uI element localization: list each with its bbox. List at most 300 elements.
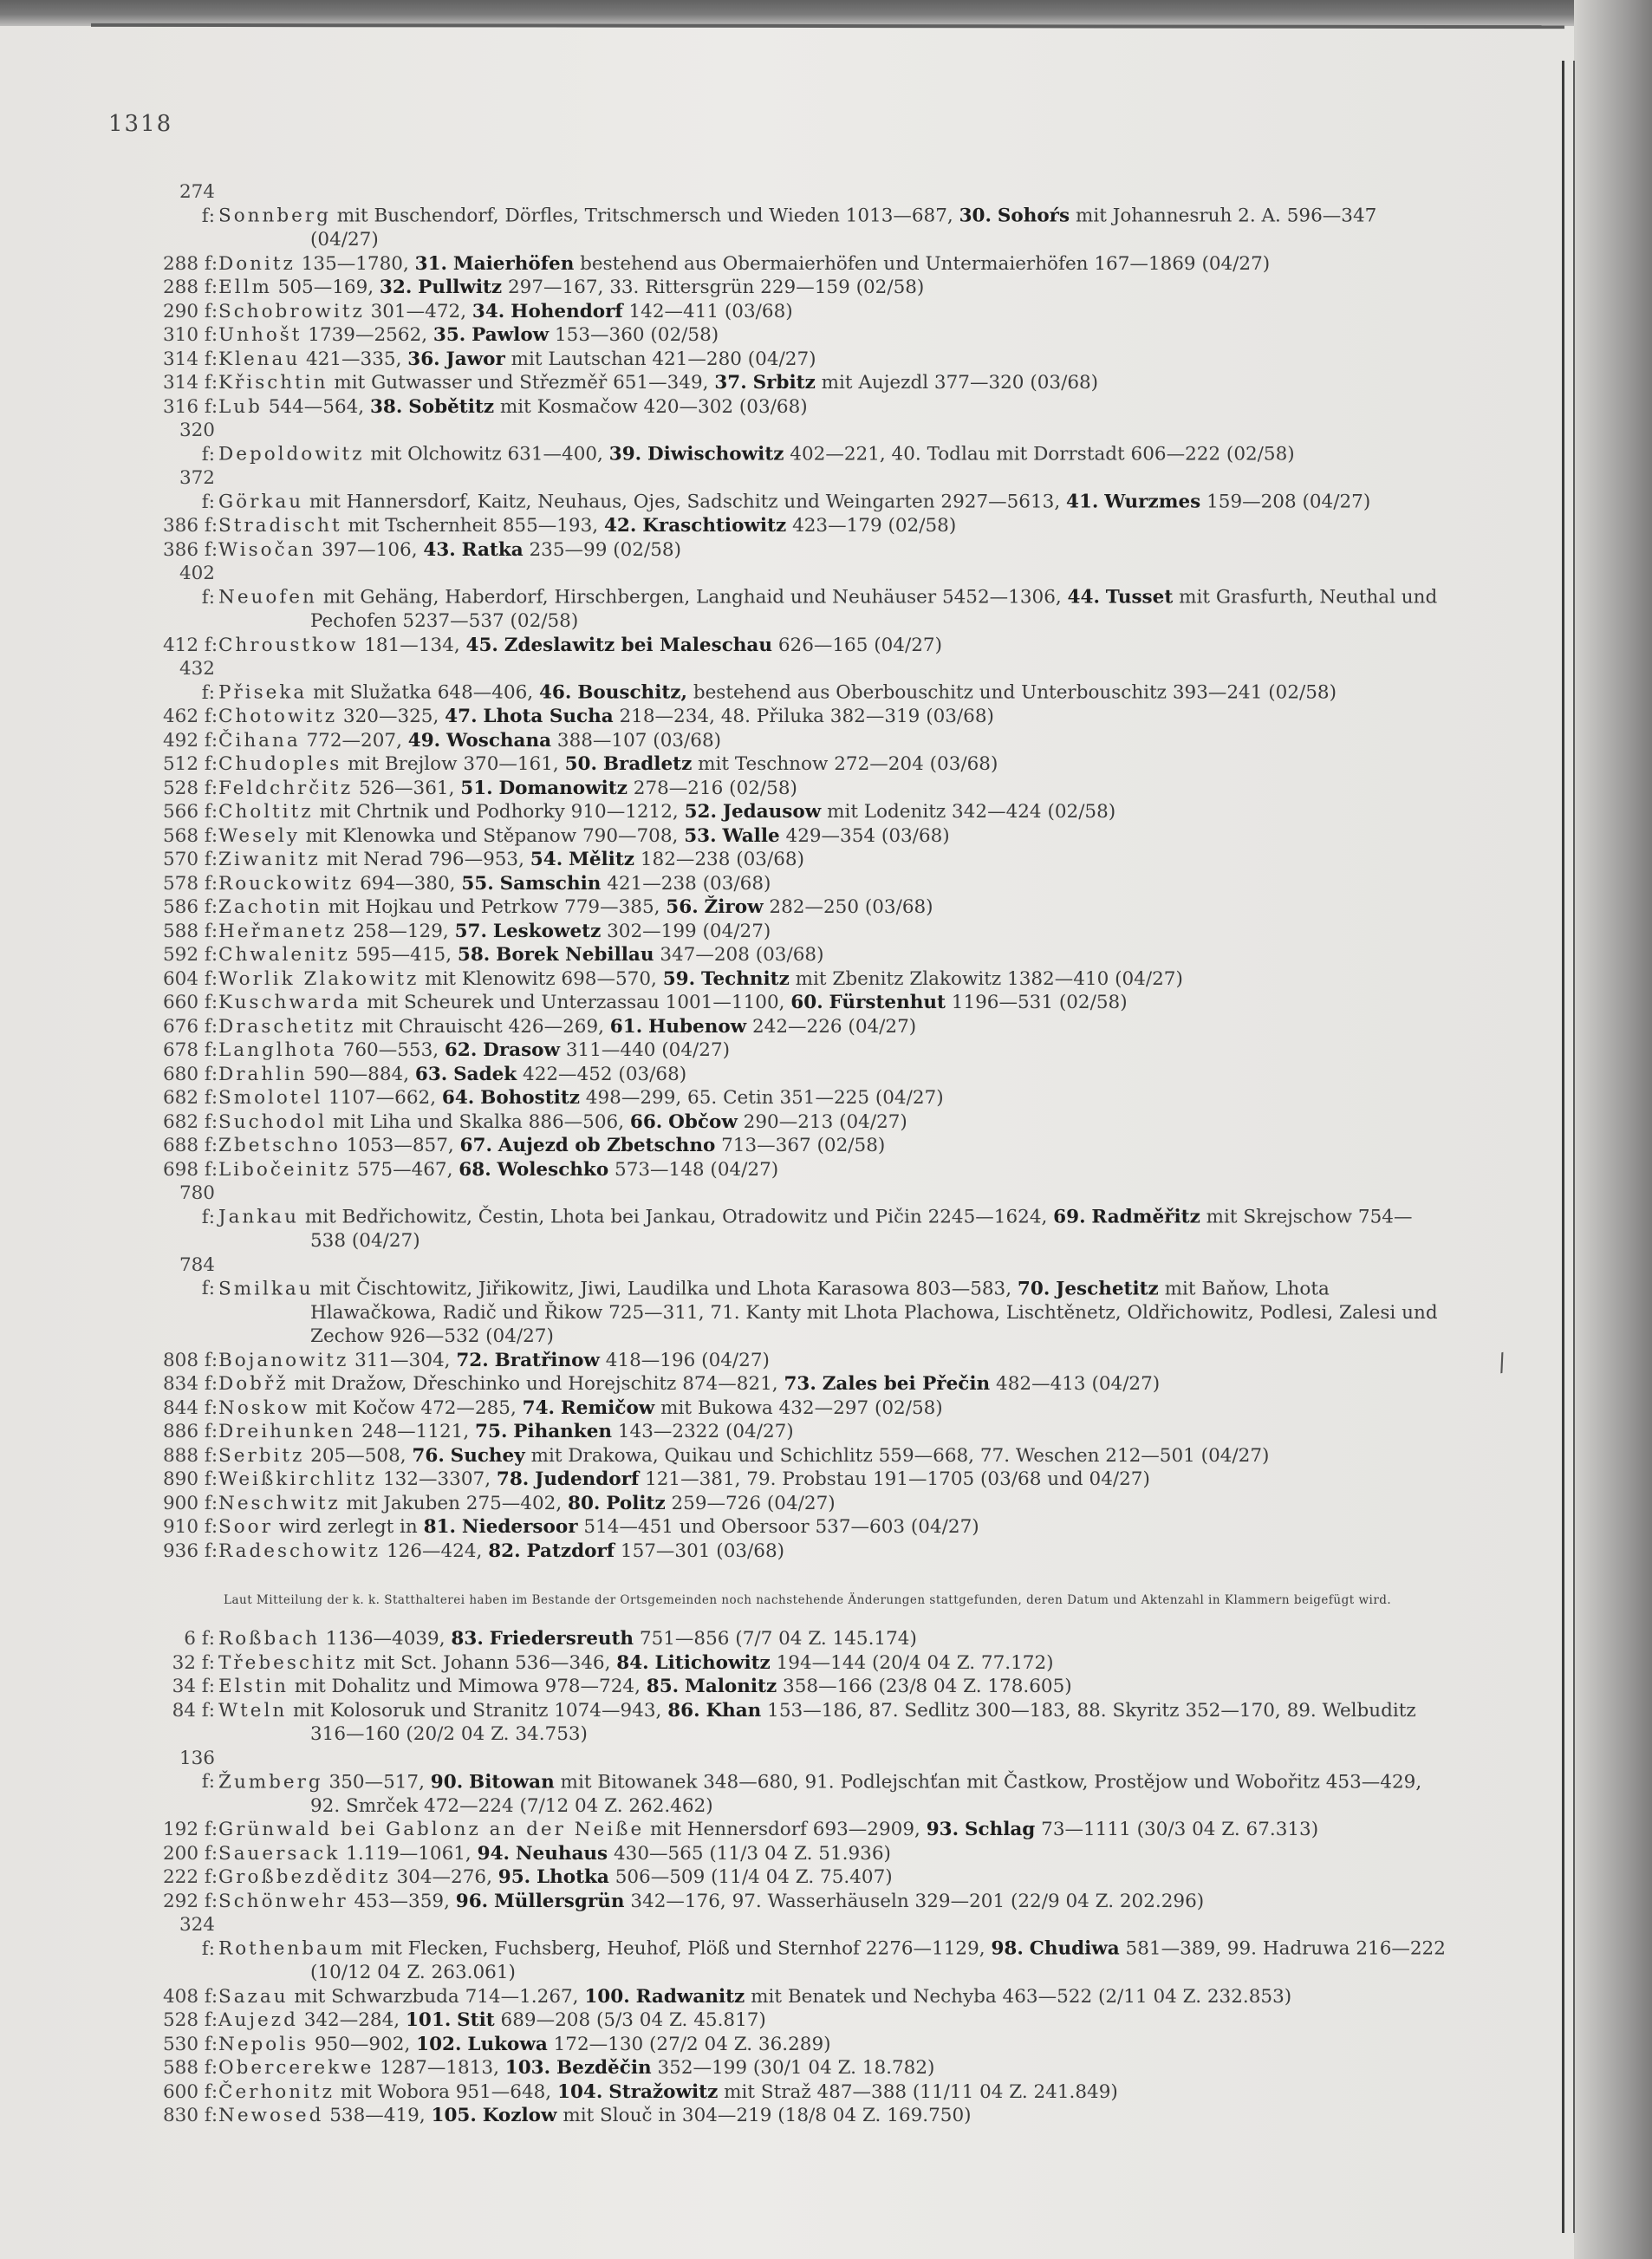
entry-row xyxy=(111,395,1446,420)
entry-figures: 143—2322 (04/27) xyxy=(612,1421,794,1442)
entry-folio: 32 f: xyxy=(172,1651,215,1674)
entry-row xyxy=(111,800,1446,824)
entry-detail: 311—304, xyxy=(348,1349,457,1371)
entry-detail: mit Dražow, Dřeschinko und Horejschitz 874—821, xyxy=(288,1373,784,1395)
entry-separator xyxy=(555,1397,561,1419)
entry-row xyxy=(111,1675,1446,1699)
entry-number: 43. xyxy=(423,538,456,561)
entry-name: Sadek xyxy=(453,1063,517,1085)
entry-separator xyxy=(823,992,829,1013)
entry-number: 49. xyxy=(407,729,441,752)
entry-detail: mit Brejlow 370—161, xyxy=(341,753,565,775)
entry-figures: bestehend aus Oberbouschitz und Unterbouschitz 393—241 (02/58) xyxy=(686,681,1337,704)
entry-row xyxy=(111,1540,1446,1564)
entry-row xyxy=(111,1747,1446,1819)
entry-row xyxy=(111,514,1446,538)
entry-place: Přiseka xyxy=(218,681,308,704)
entry-folio: 136 f: xyxy=(179,1747,215,1793)
entry-folio: 900 f: xyxy=(163,1492,218,1514)
entry-folio: 512 f: xyxy=(163,753,218,775)
entry-number: 31. xyxy=(414,252,448,275)
entry-folio: 528 f: xyxy=(163,777,218,799)
entry-row xyxy=(111,1444,1446,1468)
entry-name: Bitowan xyxy=(469,1771,555,1793)
entry-place: Aujezd xyxy=(218,2009,298,2031)
entry-folio: 676 f: xyxy=(163,1015,218,1038)
entry-number: 58. xyxy=(457,944,491,966)
entry-detail: mit Chrauischt 426—269, xyxy=(355,1015,610,1038)
entry-name: Jeschetitz xyxy=(1056,1278,1159,1299)
entry-figures: 297—167, 33. Rittersgrün 229—159 (02/58) xyxy=(502,277,925,298)
entry-number: 56. xyxy=(666,896,699,918)
entry-separator xyxy=(550,2057,556,2079)
entry-separator xyxy=(630,1986,636,2008)
entry-folio: 316 f: xyxy=(163,395,218,418)
entry-separator xyxy=(494,873,500,895)
entry-figures: mit Drakowa, Quikau und Schichlitz 559—668, 77. Weschen 212—501 (04/27) xyxy=(524,1444,1270,1467)
entry-name: Tusset xyxy=(1105,586,1174,609)
entry-name: Niedersoor xyxy=(461,1516,578,1538)
entry-name: Zdeslawitz bei Maleschau xyxy=(504,634,772,656)
entry-figures: bestehend aus Obermaierhöfen und Untermaierhöfen 167—1869 (04/27) xyxy=(574,252,1271,275)
entry-folio: 830 f: xyxy=(163,2105,218,2126)
entry-name: Kozlow xyxy=(482,2105,557,2126)
entry-name: Ratka xyxy=(461,538,524,561)
entry-number: 60. xyxy=(790,992,823,1013)
entry-figures: 689—208 (5/3 04 Z. 45.817) xyxy=(494,2009,766,2031)
entry-place: Chotowitz xyxy=(218,706,338,727)
entry-detail: mit Bedřichowitz, Čestin, Lhota bei Jankau, Otradowitz und Pičin 2245—1624, xyxy=(298,1206,1054,1228)
entry-detail: 342—284, xyxy=(297,2009,406,2031)
entry-folio: 432 f: xyxy=(179,658,215,704)
entry-detail: 772—207, xyxy=(300,729,408,752)
entry-figures: mit Lodenitz 342—424 (02/58) xyxy=(821,801,1116,823)
entry-number: 101. xyxy=(405,2009,452,2031)
entry-detail: mit Jakuben 275—402, xyxy=(340,1492,569,1514)
entry-place: Worlik Zlakowitz xyxy=(218,967,420,990)
entry-place: Žumberg xyxy=(218,1771,323,1793)
entry-detail: 760—553, xyxy=(336,1039,445,1061)
entry-figures: 751—856 (7/7 04 Z. 145.174) xyxy=(634,1628,917,1650)
entry-row xyxy=(111,705,1446,729)
entry-row xyxy=(111,1182,1446,1253)
entry-figures: mit Slouč in 304—219 (18/8 04 Z. 169.750) xyxy=(556,2105,972,2126)
entry-row xyxy=(111,562,1446,634)
entry-place: Radeschowitz xyxy=(218,1540,381,1562)
entry-separator xyxy=(699,896,705,918)
entry-name: Bohostitz xyxy=(480,1087,580,1109)
entry-detail: 505—169, xyxy=(271,277,380,298)
entry-place: Heřmanetz xyxy=(218,920,348,942)
entry-figures: 352—199 (30/1 04 Z. 18.782) xyxy=(651,2057,935,2079)
entry-row xyxy=(111,1492,1446,1516)
entry-number: 50. xyxy=(564,753,597,775)
entry-separator xyxy=(1024,1938,1030,1960)
footnote: Laut Mitteilung der k. k. Statthalterei haben im Bestande der Ortsgemeinden noch nachstehende Änderungen stattgefunden, deren Datum und Aktenzahl in Klammern beigefügt wird. xyxy=(224,1593,1392,1607)
entry-separator xyxy=(456,539,462,561)
entry-figures: mit Kosmačow 420—302 (03/68) xyxy=(494,395,808,418)
entry-name: Bezděčin xyxy=(556,2057,652,2079)
entry-figures: 430—565 (11/3 04 Z. 51.936) xyxy=(608,1842,891,1865)
entry-name: Lhotka xyxy=(537,1866,609,1888)
entry-place: Donitz xyxy=(218,252,296,275)
entry-figures: 235—99 (02/58) xyxy=(523,538,681,561)
entry-number: 37. xyxy=(714,372,747,394)
entry-place: Schobrowitz xyxy=(218,300,365,322)
entry-place: Chwalenitz xyxy=(218,944,350,966)
entry-name: Friedersreuth xyxy=(489,1628,634,1650)
entry-place: Lub xyxy=(218,395,263,418)
entry-folio: 682 f: xyxy=(163,1110,218,1133)
entry-number: 81. xyxy=(423,1516,457,1538)
entry-detail: 526—361, xyxy=(353,777,461,799)
entry-figures: 358—166 (23/8 04 Z. 178.605) xyxy=(777,1676,1072,1697)
entry-folio: 592 f: xyxy=(163,944,218,966)
entry-figures: 573—148 (04/27) xyxy=(608,1158,779,1181)
entry-row xyxy=(111,1038,1446,1063)
entry-row xyxy=(111,1086,1446,1110)
entry-number: 69. xyxy=(1053,1206,1086,1228)
entry-folio: 492 f: xyxy=(163,729,218,752)
entry-number: 41. xyxy=(1066,491,1099,513)
entry-number: 96. xyxy=(455,1890,489,1912)
entry-number: 51. xyxy=(460,777,493,799)
entry-row xyxy=(111,1865,1446,1890)
entry-name: Zales bei Přečin xyxy=(822,1373,991,1395)
entry-number: 80. xyxy=(568,1492,601,1514)
entry-figures: 506—509 (11/4 04 Z. 75.407) xyxy=(608,1866,893,1888)
entry-place: Stradischt xyxy=(218,515,342,537)
entry-folio: 936 f: xyxy=(163,1540,218,1562)
entry-row xyxy=(111,1651,1446,1676)
entry-row xyxy=(111,1349,1446,1373)
entry-detail: 248—1121, xyxy=(355,1421,476,1442)
entry-number: 63. xyxy=(414,1063,448,1085)
entry-folio: 688 f: xyxy=(163,1135,218,1156)
entry-detail: mit Kočow 472—285, xyxy=(309,1396,523,1419)
entry-number: 105. xyxy=(431,2105,477,2126)
entry-number: 72. xyxy=(456,1349,489,1371)
entry-detail: 135—1780, xyxy=(295,252,415,275)
entry-figures: 429—354 (03/68) xyxy=(779,824,950,847)
entry-folio: 808 f: xyxy=(163,1349,218,1371)
entry-number: 59. xyxy=(662,967,696,990)
entry-name: Aujezd ob Zbetschno xyxy=(498,1135,716,1156)
entry-name: Neuhaus xyxy=(515,1842,608,1865)
entry-row xyxy=(111,252,1446,277)
entry-number: 74. xyxy=(522,1396,556,1419)
entry-row xyxy=(111,657,1446,705)
entry-row xyxy=(111,943,1446,967)
entry-place: Unhošt xyxy=(218,324,302,346)
entry-row xyxy=(111,1468,1446,1492)
entry-row xyxy=(111,538,1446,563)
entry-place: Langlhota xyxy=(218,1039,337,1061)
entry-folio: 386 f: xyxy=(163,538,218,561)
entry-place: Neuofen xyxy=(218,586,317,609)
entry-separator xyxy=(641,444,647,465)
entry-row xyxy=(111,1253,1446,1349)
entry-number: 82. xyxy=(488,1540,521,1562)
gazetteer-body xyxy=(111,180,1446,2128)
entry-row xyxy=(111,895,1446,920)
entry-name: Radměřitz xyxy=(1091,1206,1200,1228)
entry-folio: 886 f: xyxy=(163,1421,218,1442)
entry-detail: mit Chrtnik und Podhorky 910—1212, xyxy=(313,801,685,823)
entry-place: Feldchrčitz xyxy=(218,777,354,799)
entry-name: Müllersgrün xyxy=(494,1890,625,1912)
entry-name: Žirow xyxy=(704,896,764,918)
entry-folio: 784 f: xyxy=(179,1253,215,1299)
entry-list xyxy=(111,180,1446,1563)
entry-detail: 575—467, xyxy=(351,1158,459,1181)
entry-number: 104. xyxy=(556,2080,603,2103)
entry-number: 98. xyxy=(991,1937,1024,1960)
entry-name: Chudiwa xyxy=(1029,1937,1120,1960)
entry-row xyxy=(111,1158,1446,1182)
entry-number: 45. xyxy=(465,634,498,656)
entry-folio: 314 f: xyxy=(163,372,218,394)
entry-separator xyxy=(489,1350,495,1371)
entry-number: 53. xyxy=(684,824,717,847)
entry-separator xyxy=(477,2105,483,2126)
entry-row xyxy=(111,1699,1446,1747)
entry-separator xyxy=(679,1676,685,1697)
entry-place: Wesely xyxy=(218,824,300,847)
entry-name: Občow xyxy=(668,1110,738,1133)
entry-name: Borek Nebillau xyxy=(496,944,654,966)
entry-name: Litichowitz xyxy=(654,1651,771,1674)
entry-separator xyxy=(463,1771,469,1793)
entry-place: Choltitz xyxy=(218,801,314,823)
entry-name: Domanowitz xyxy=(498,777,628,799)
entry-number: 86. xyxy=(667,1699,700,1722)
entry-number: 62. xyxy=(444,1039,478,1061)
entry-folio: 682 f: xyxy=(163,1087,218,1109)
entry-place: Neschwitz xyxy=(218,1492,341,1514)
entry-figures: 421—238 (03/68) xyxy=(601,872,771,895)
entry-place: Rouckowitz xyxy=(218,872,354,895)
entry-detail: mit Hannersdorf, Kaitz, Neuhaus, Ojes, Sadschitz und Weingarten 2927—5613, xyxy=(303,491,1067,513)
entry-figures: 423—179 (02/58) xyxy=(786,515,957,537)
entry-separator xyxy=(530,1866,537,1888)
entry-detail: mit Tschernheit 855—193, xyxy=(341,515,604,537)
entry-folio: 604 f: xyxy=(163,967,218,990)
entry-number: 64. xyxy=(441,1087,475,1109)
entry-detail: 181—134, xyxy=(358,634,466,656)
entry-folio: 320 f: xyxy=(179,420,215,465)
entry-row xyxy=(111,1515,1446,1540)
entry-name: Lhota Sucha xyxy=(483,706,614,727)
entry-detail: 453—359, xyxy=(348,1890,456,1912)
entry-folio: 372 f: xyxy=(179,467,215,513)
entry-number: 54. xyxy=(530,849,563,870)
entry-figures: 311—440 (04/27) xyxy=(560,1039,731,1061)
entry-name: Suchey xyxy=(450,1444,525,1467)
entry-detail: mit Schwarzbuda 714—1.267, xyxy=(288,1985,585,2008)
entry-number: 85. xyxy=(646,1676,680,1697)
entry-row xyxy=(111,777,1446,801)
entry-folio: 386 f: xyxy=(163,515,218,537)
entry-place: Soor xyxy=(218,1516,273,1538)
entry-place: Görkau xyxy=(218,491,304,513)
entry-number: 103. xyxy=(504,2057,551,2079)
scan-top-border xyxy=(0,0,1652,26)
entry-folio: 530 f: xyxy=(163,2033,218,2055)
entry-name: Technitz xyxy=(700,967,790,990)
entry-name: Maierhöfen xyxy=(452,252,575,275)
entry-name: Bouschitz, xyxy=(577,681,687,704)
entry-number: 44. xyxy=(1067,586,1100,609)
entry-detail: 132—3307, xyxy=(377,1468,497,1490)
entry-number: 102. xyxy=(416,2033,462,2055)
entry-folio: 34 f: xyxy=(172,1676,215,1697)
entry-name: Patzdorf xyxy=(526,1540,615,1562)
entry-figures: 282—250 (03/68) xyxy=(763,896,933,918)
entry-figures: 159—208 (04/27) xyxy=(1200,491,1371,513)
entry-place: Ellm xyxy=(218,277,272,298)
entry-figures: 182—238 (03/68) xyxy=(634,849,804,870)
entry-figures: 402—221, 40. Todlau mit Dorrstadt 606—222 (02/58) xyxy=(784,443,1295,465)
entry-place: Depoldowitz xyxy=(218,443,365,465)
entry-name: Malonitz xyxy=(685,1676,777,1697)
entry-place: Draschetitz xyxy=(218,1015,356,1038)
entry-number: 42. xyxy=(603,515,637,537)
entry-place: Smilkau xyxy=(218,1278,314,1299)
entry-row xyxy=(111,2008,1446,2033)
entry-number: 52. xyxy=(684,801,717,823)
entry-folio: 588 f: xyxy=(163,920,218,942)
entry-detail: 397—106, xyxy=(315,538,424,561)
entry-name: Sobětitz xyxy=(408,395,495,418)
entry-detail: mit Gehäng, Haberdorf, Hirschbergen, Langhaid und Neuhäuser 5452—1306, xyxy=(316,586,1068,609)
entry-folio: 660 f: xyxy=(163,992,218,1013)
entry-row xyxy=(111,1985,1446,2009)
entry-place: Sonnberg xyxy=(218,205,331,227)
entry-folio: 890 f: xyxy=(163,1468,218,1490)
entry-separator xyxy=(695,968,701,990)
entry-name: Pihanken xyxy=(513,1421,613,1442)
entry-detail: mit Služatka 648—406, xyxy=(307,681,539,704)
entry-folio: 600 f: xyxy=(163,2080,218,2103)
entry-folio: 578 f: xyxy=(163,872,218,895)
entry-row xyxy=(111,1627,1446,1651)
entry-number: 61. xyxy=(609,1015,643,1038)
entry-folio: 844 f: xyxy=(163,1396,218,1419)
entry-detail: mit Gutwasser und Střezměř 651—349, xyxy=(328,372,715,394)
entry-figures: 172—130 (27/2 04 Z. 36.289) xyxy=(547,2033,831,2055)
entry-row xyxy=(111,872,1446,896)
entry-row xyxy=(111,419,1446,466)
entry-row xyxy=(111,466,1446,514)
entry-detail: mit Liha und Skalka 886—506, xyxy=(327,1110,630,1133)
entry-detail: mit Kolosoruk und Stranitz 1074—943, xyxy=(287,1699,668,1722)
entry-figures: 302—199 (04/27) xyxy=(601,920,771,942)
entry-figures: mit Zbenitz Zlakowitz 1382—410 (04/27) xyxy=(789,967,1183,990)
entry-row xyxy=(111,920,1446,944)
entry-number: 46. xyxy=(538,681,572,704)
entry-row xyxy=(111,2033,1446,2057)
entry-name: Samschin xyxy=(499,872,602,895)
entry-place: Zachotin xyxy=(218,896,322,918)
entry-row xyxy=(111,752,1446,777)
entry-figures: mit Baňow, Lhota Hlawačkowa, Radič und Řikow 725—311, 71. Kanty mit Lhota Plachowa, Lischtěnetz, Oldřichowitz, Podlesi, Zalesi und Zechow 926—532 (04/27) xyxy=(310,1278,1438,1347)
entry-place: Elstin xyxy=(218,1676,289,1697)
entry-name: Radwanitz xyxy=(635,1985,745,2008)
entry-figures: 422—452 (03/68) xyxy=(517,1063,687,1085)
entry-name: Diwischowitz xyxy=(647,443,784,465)
entry-row xyxy=(111,1063,1446,1087)
entry-figures: 242—226 (04/27) xyxy=(746,1015,917,1038)
entry-folio: 288 f: xyxy=(163,277,218,298)
entry-figures: mit Straž 487—388 (11/11 04 Z. 241.849) xyxy=(718,2080,1118,2103)
entry-detail: 950—902, xyxy=(309,2033,417,2055)
entry-folio: 780 f: xyxy=(179,1182,215,1228)
entry-separator xyxy=(649,1652,655,1674)
entry-row xyxy=(111,1890,1446,1914)
entry-detail: 1053—857, xyxy=(340,1135,460,1156)
entry-folio: 680 f: xyxy=(163,1063,218,1085)
entry-folio: 408 f: xyxy=(163,1985,218,2008)
entry-figures: mit Lautschan 421—280 (04/27) xyxy=(504,348,816,370)
entry-place: Grünwald bei Gablonz an der Neiße xyxy=(218,1819,645,1840)
entry-number: 47. xyxy=(445,706,478,727)
entry-detail: 595—415, xyxy=(349,944,458,966)
entry-folio: 888 f: xyxy=(163,1444,218,1467)
entry-number: 35. xyxy=(433,324,466,346)
entry-number: 39. xyxy=(608,443,642,465)
entry-detail: 205—508, xyxy=(304,1444,413,1467)
entry-detail: 590—884, xyxy=(307,1063,415,1085)
entry-name: Kraschtiowitz xyxy=(642,515,787,537)
entry-figures: 1196—531 (02/58) xyxy=(945,992,1128,1013)
entry-row xyxy=(111,1015,1446,1039)
entry-row xyxy=(111,634,1446,658)
entry-detail: 694—380, xyxy=(354,872,462,895)
entry-place: Křischtin xyxy=(218,372,328,394)
entry-detail: 301—472, xyxy=(364,300,472,322)
entry-row xyxy=(111,824,1446,849)
entry-separator xyxy=(498,635,504,656)
entry-number: 75. xyxy=(475,1421,508,1442)
entry-figures: 278—216 (02/58) xyxy=(627,777,797,799)
entry-separator xyxy=(597,753,603,775)
entry-number: 38. xyxy=(369,395,403,418)
entry-name: Jawor xyxy=(446,348,505,370)
entry-figures: 153—186, 87. Sedlitz 300—183, 88. Skyritz 352—170, 89. Welbuditz 316—160 (20/2 04 Z. 34.753) xyxy=(310,1699,1416,1745)
entry-name: Bradletz xyxy=(602,753,693,775)
entry-figures: 153—360 (02/58) xyxy=(549,324,719,346)
entry-folio: 566 f: xyxy=(163,801,218,823)
entry-number: 84. xyxy=(616,1651,649,1674)
entry-row xyxy=(111,2080,1446,2105)
entry-detail: wird zerlegt in xyxy=(272,1516,424,1538)
entry-name: Pawlow xyxy=(472,324,550,346)
entry-figures: 581—389, 99. Hadruwa 216—222 (10/12 04 Z. 263.061) xyxy=(310,1937,1446,1983)
entry-number: 55. xyxy=(461,872,494,895)
entry-name: Hohendorf xyxy=(511,300,623,322)
binding-rule-secondary xyxy=(1573,61,1575,2233)
entry-folio: 84 f: xyxy=(172,1699,215,1722)
entry-figures: 142—411 (03/68) xyxy=(622,300,793,322)
entry-row xyxy=(111,180,1446,252)
entry-folio: 462 f: xyxy=(163,706,218,727)
entry-detail: mit Olchowitz 631—400, xyxy=(364,443,609,465)
entry-figures: 121—381, 79. Probstau 191—1705 (03/68 und 04/27) xyxy=(639,1468,1150,1490)
entry-separator xyxy=(491,1159,498,1181)
entry-name: Drasow xyxy=(483,1039,561,1061)
entry-figures: 347—208 (03/68) xyxy=(654,944,824,966)
